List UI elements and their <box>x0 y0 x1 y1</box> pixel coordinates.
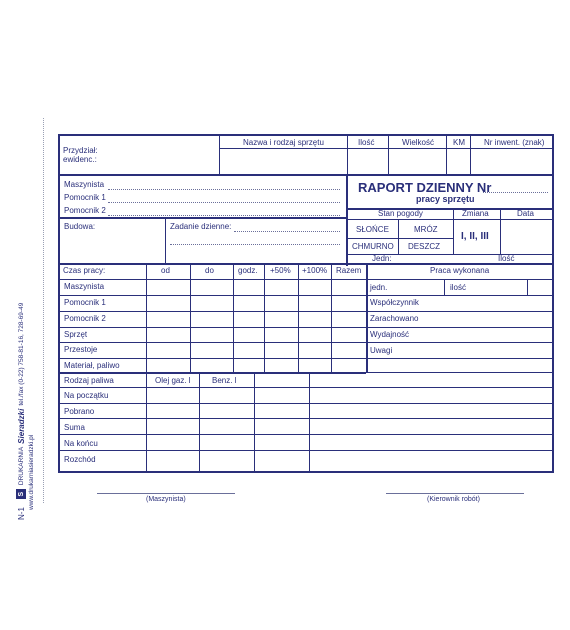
rule-line <box>500 208 501 254</box>
time-row-line <box>58 342 366 343</box>
rule-line <box>446 134 447 174</box>
weather-frost: MRÓZ <box>414 225 438 234</box>
printer-logo-icon: S <box>16 489 26 499</box>
unit-label: Jedn: <box>372 254 392 263</box>
time-row-label-5: Materiał, paliwo <box>64 361 120 370</box>
time-header-2: do <box>205 266 214 275</box>
work-row-line <box>366 279 554 280</box>
weather-sun: SŁOŃCE <box>356 225 389 234</box>
crew-divider <box>58 217 346 219</box>
report-number-line <box>483 192 548 193</box>
przydzial-label: Przydział: <box>63 146 98 155</box>
daily-task-label: Zadanie dzienne: <box>170 222 232 231</box>
rule-line <box>165 217 166 263</box>
work-row-label-0: Współczynnik <box>370 298 419 307</box>
header-divider <box>58 174 554 176</box>
fuel-row-line <box>58 403 366 404</box>
work-row-line <box>366 372 554 373</box>
work-performed-header: Praca wykonana <box>430 266 490 275</box>
rule-line <box>388 134 389 174</box>
work-row-line <box>366 418 554 419</box>
fuel-row-line <box>58 418 366 419</box>
fuel-row-label-3: Na końcu <box>64 439 98 448</box>
fuel-section-top <box>58 372 366 374</box>
time-row-line <box>58 311 366 312</box>
daily-task-line-2 <box>170 244 340 245</box>
work-row-line <box>366 327 554 328</box>
signature-line-right <box>386 493 524 494</box>
time-row-line <box>58 327 366 328</box>
fuel-column-line <box>309 372 310 471</box>
crew-label-pomocnik-2: Pomocnik 2 <box>64 206 106 215</box>
size-header: Wielkość <box>402 138 435 147</box>
daily-task-line-1 <box>234 231 340 232</box>
weather-header: Stan pogody <box>378 209 423 218</box>
form-border-bottom <box>58 471 554 473</box>
fuel-row-label-0: Na początku <box>64 391 109 400</box>
fuel-column-line <box>199 372 200 471</box>
time-row-line <box>58 358 366 359</box>
form-border-top <box>58 134 554 136</box>
time-header-0: Czas pracy: <box>63 266 106 275</box>
fuel-row-line <box>58 387 366 388</box>
signature-manager-label: (Kierownik robót) <box>427 496 480 503</box>
fuel-header-2: Benz. l <box>212 376 237 385</box>
km-header: KM <box>453 138 465 147</box>
printer-label: DRUKARNIA <box>17 446 25 486</box>
work-row-label-3: Uwagi <box>370 346 393 355</box>
date-header: Data <box>517 209 534 218</box>
shift-header: Zmiana <box>462 209 489 218</box>
work-amount-label: ilość <box>450 283 467 292</box>
work-row-line <box>366 295 554 296</box>
title-block-left-border <box>346 174 348 266</box>
amount-label: Ilość <box>498 254 515 263</box>
rule-line <box>346 238 453 239</box>
time-header-6: Razem <box>336 266 362 275</box>
time-row-label-4: Przestoje <box>64 345 98 354</box>
time-header-3: godz. <box>238 266 258 275</box>
quantity-header: Ilość <box>358 138 375 147</box>
work-row-line <box>366 311 554 312</box>
work-row-label-1: Zarachowano <box>370 314 419 323</box>
rule-line <box>346 219 554 220</box>
rule-line <box>453 208 454 254</box>
time-row-label-1: Pomocnik 1 <box>64 298 106 307</box>
work-row-line <box>366 342 554 343</box>
time-row-label-0: Maszynista <box>64 282 105 291</box>
fuel-header-1: Olej gaz. l <box>155 376 191 385</box>
rule-line <box>527 279 528 296</box>
rule-line <box>398 219 399 254</box>
fuel-row-label-4: Rozchód <box>64 455 96 464</box>
construction-site-label: Budowa: <box>64 222 96 231</box>
time-row-label-3: Sprzęt <box>64 330 88 339</box>
printer-website: www.drukarniasieradzki.pl <box>28 434 35 510</box>
printer-brand: Sieradzki <box>16 408 26 444</box>
time-header-5: +100% <box>302 266 328 275</box>
equipment-name-header: Nazwa i rodzaj sprzętu <box>243 138 324 147</box>
rule-line <box>219 148 554 149</box>
time-row-label-2: Pomocnik 2 <box>64 314 106 323</box>
form-border-right <box>552 134 554 473</box>
crew-dotted-line <box>108 189 340 190</box>
report-title: RAPORT DZIENNY Nr <box>358 180 492 195</box>
signature-operator-label: (Maszynista) <box>146 496 186 503</box>
weather-rain: DESZCZ <box>408 242 440 251</box>
rule-line <box>347 134 348 174</box>
time-header-4: +50% <box>270 266 291 275</box>
time-row-line <box>58 279 366 280</box>
rule-line <box>470 134 471 174</box>
work-row-line <box>366 434 554 435</box>
time-row-line <box>58 295 366 296</box>
fuel-column-line <box>254 372 255 471</box>
fuel-row-label-1: Pobrano <box>64 407 95 416</box>
report-subtitle: pracy sprzętu <box>416 194 475 204</box>
form-border-left <box>58 134 60 473</box>
time-section-top <box>58 263 554 265</box>
printer-phone: tel./fax (0-22) 758-81-16, 728-69-49 <box>17 302 25 406</box>
work-row-line <box>366 403 554 404</box>
work-row-line <box>366 450 554 451</box>
fuel-column-line <box>146 372 147 471</box>
fuel-header-0: Rodzaj paliwa <box>64 376 114 385</box>
weather-cloudy: CHMURNO <box>352 242 394 251</box>
fuel-row-line <box>58 450 366 451</box>
rule-line <box>444 279 445 296</box>
fuel-row-label-2: Suma <box>64 423 85 432</box>
work-row-label-2: Wydajność <box>370 330 410 339</box>
time-header-1: od <box>161 266 170 275</box>
signature-line-left <box>97 493 235 494</box>
shift-options: I, II, III <box>461 231 489 242</box>
crew-dotted-line <box>108 202 340 203</box>
work-row-line <box>366 387 554 388</box>
fuel-row-line <box>58 434 366 435</box>
crew-label-maszynista: Maszynista <box>64 180 105 189</box>
ewidenc-label: ewidenc.: <box>63 155 97 164</box>
crew-label-pomocnik-1: Pomocnik 1 <box>64 193 106 202</box>
rule-line <box>219 134 220 174</box>
form-code: N-1 <box>16 507 26 520</box>
crew-dotted-line <box>108 215 340 216</box>
work-row-line <box>366 358 554 359</box>
inventory-number-header: Nr inwent. (znak) <box>484 138 545 147</box>
work-unit-label: jedn. <box>370 283 388 292</box>
